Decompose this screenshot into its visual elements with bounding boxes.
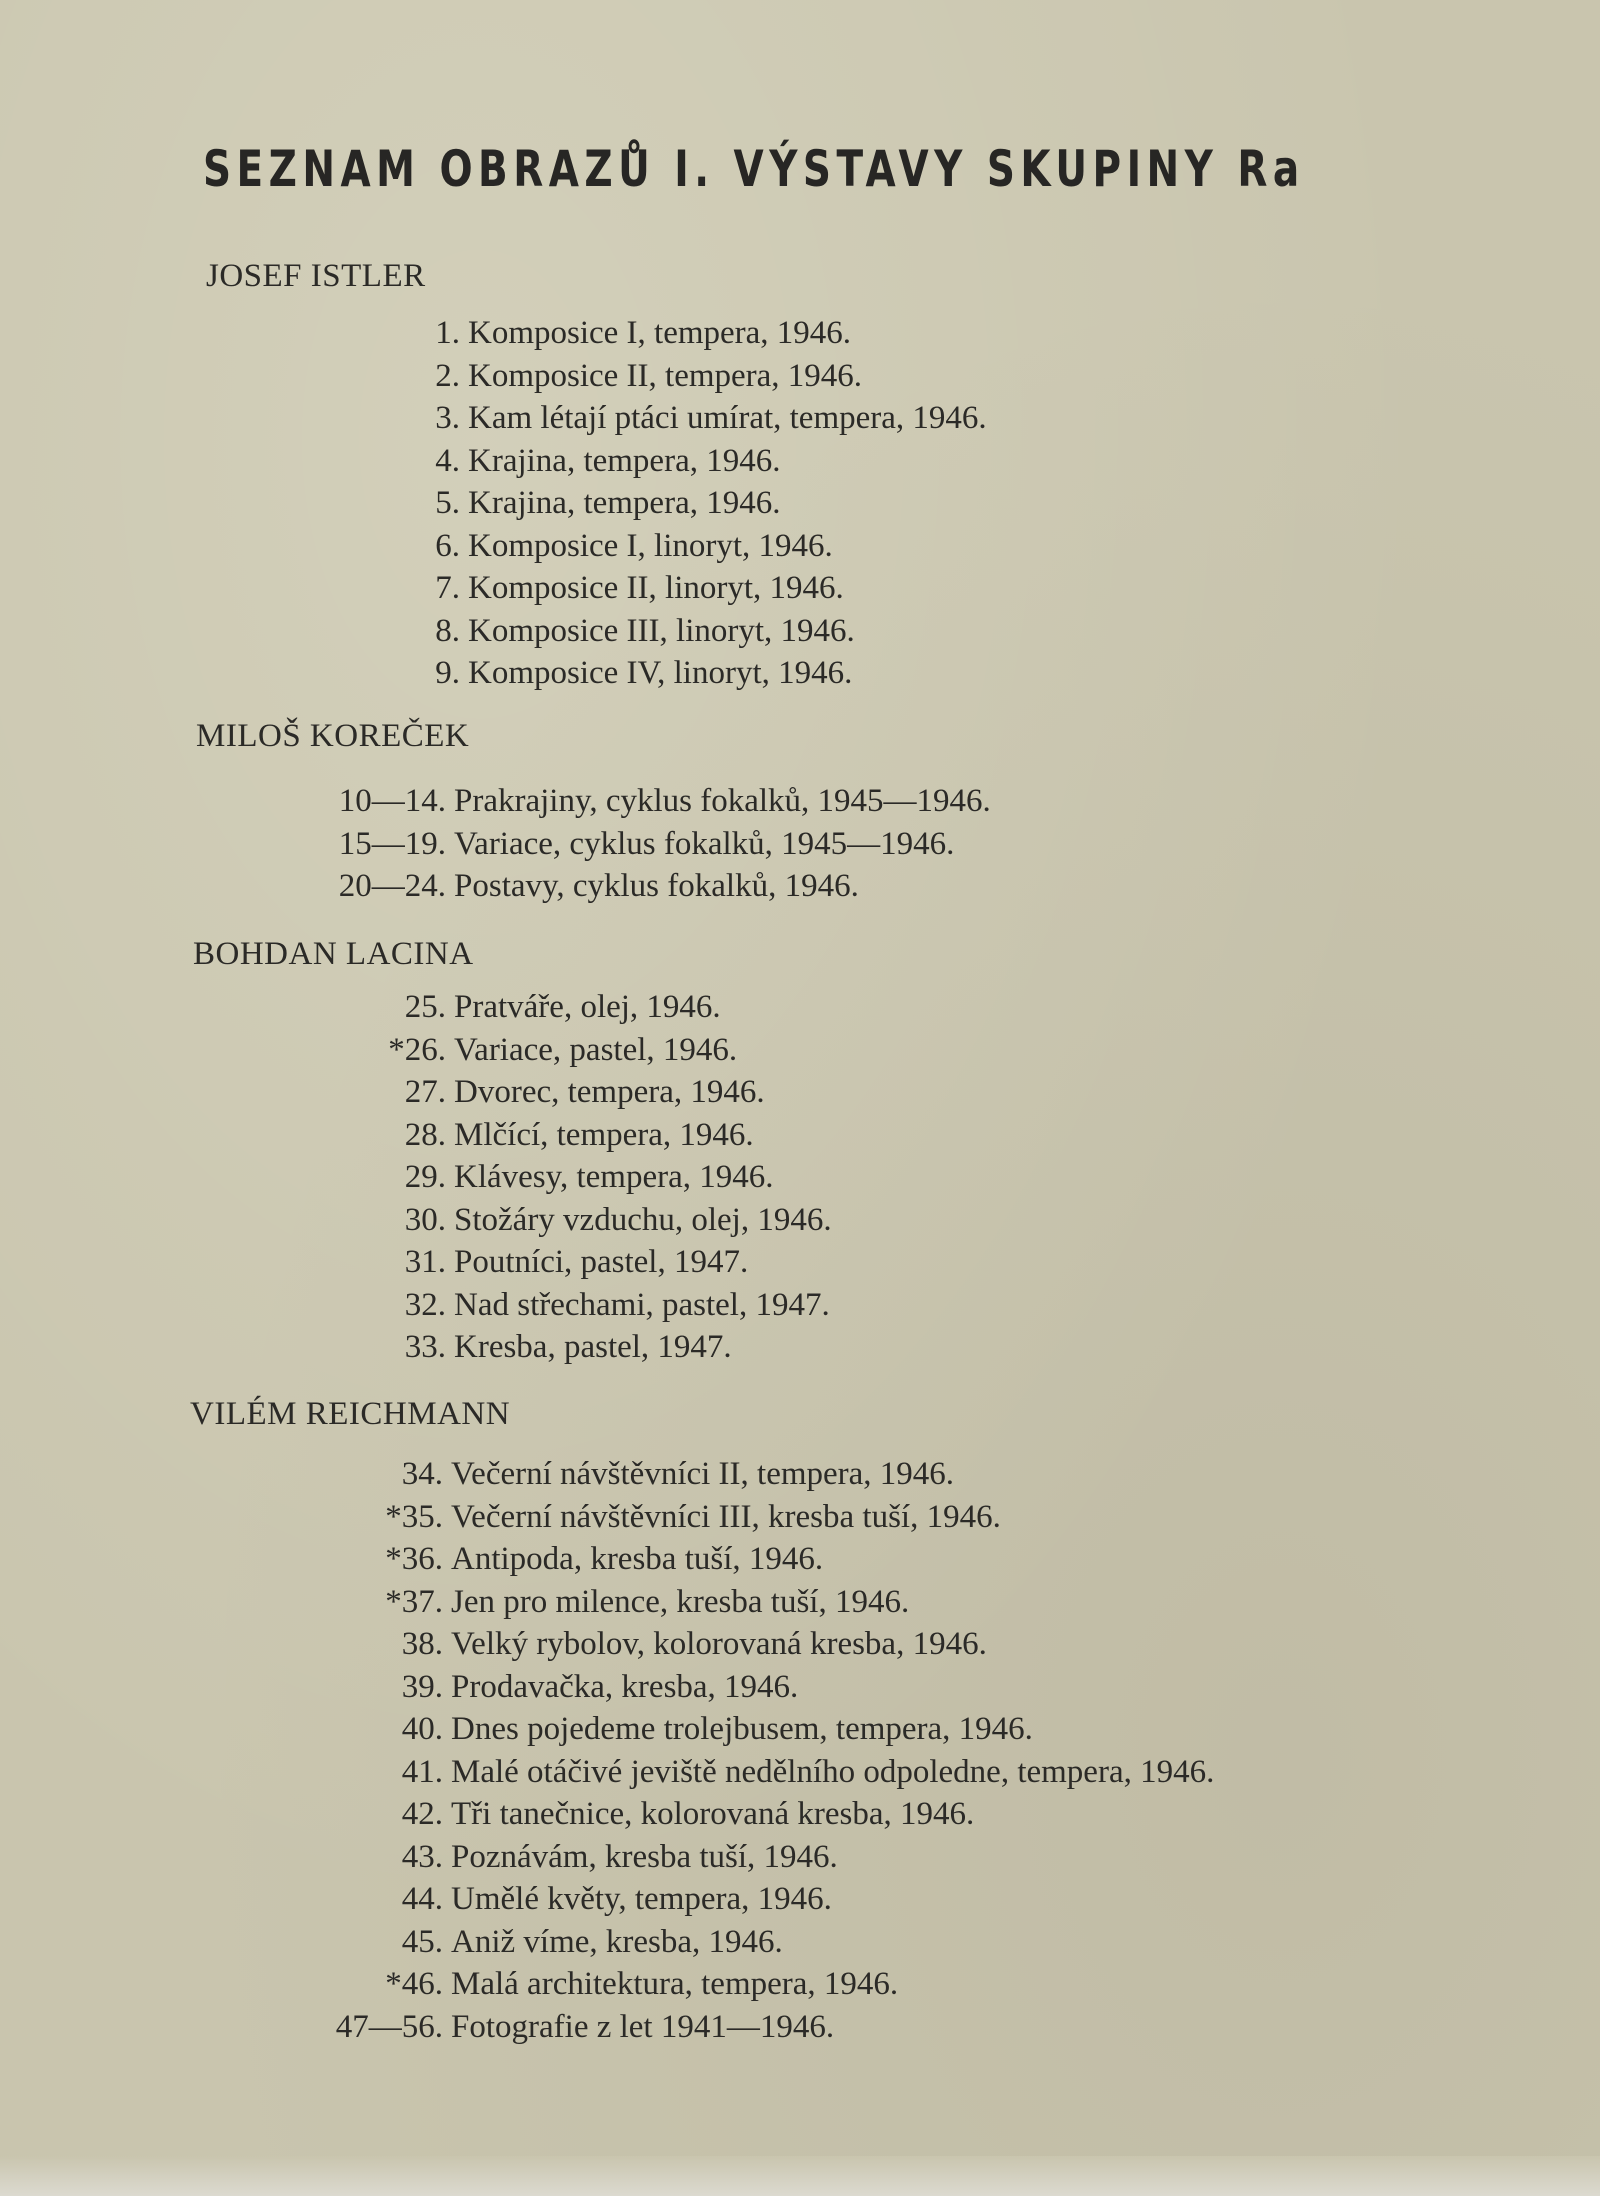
item-number: 31.: [404, 1244, 446, 1280]
item-text: Komposice IV, linoryt, 1946.: [468, 655, 853, 691]
list-item: [250, 865, 991, 908]
list-item: [300, 525, 987, 568]
item-text: Klávesy, tempera, 1946.: [454, 1159, 774, 1195]
paper-edge: [0, 2156, 1600, 2196]
artwork-list: [250, 986, 832, 1369]
item-text: Postavy, cyklus fokalků, 1946.: [454, 868, 859, 904]
item-number: 8.: [435, 612, 460, 649]
artwork-list: [300, 312, 987, 695]
item-number: 45.: [401, 1923, 443, 1960]
item-text: Mlčící, tempera, 1946.: [454, 1116, 754, 1153]
list-item: [250, 823, 991, 866]
item-text: Jen pro milence, kresba tuší, 1946.: [451, 1583, 910, 1620]
list-item: [300, 482, 987, 525]
list-item: [300, 312, 987, 355]
item-text: Poznávám, kresba tuší, 1946.: [451, 1838, 838, 1875]
item-text: Komposice I, tempera, 1946.: [468, 315, 852, 351]
item-number: *26.: [388, 1031, 446, 1068]
list-item: [300, 610, 987, 653]
list-item: [250, 1836, 1214, 1879]
item-number: 41.: [401, 1753, 443, 1790]
item-text: Stožáry vzduchu, olej, 1946.: [454, 1201, 832, 1238]
list-item: [250, 1029, 832, 1072]
item-text: Komposice II, linoryt, 1946.: [468, 570, 844, 606]
artist-heading: JOSEF ISTLER: [206, 258, 426, 294]
list-item: [300, 440, 987, 483]
item-text: Krajina, tempera, 1946.: [468, 485, 781, 521]
list-item: [250, 1241, 832, 1284]
list-item: [250, 1666, 1214, 1709]
item-number: 9.: [435, 655, 460, 691]
item-text: Večerní návštěvníci III, kresba tuší, 1946.: [451, 1498, 1001, 1535]
item-number: 38.: [401, 1626, 443, 1662]
list-item: [250, 1496, 1214, 1539]
list-item: [250, 1453, 1214, 1496]
list-item: [250, 1708, 1214, 1751]
item-number: 7.: [435, 570, 460, 606]
list-item: [300, 652, 987, 695]
item-text: Dvorec, tempera, 1946.: [454, 1074, 765, 1110]
item-text: Dnes pojedeme trolejbusem, tempera, 1946.: [451, 1711, 1033, 1747]
list-item: [300, 355, 987, 398]
list-item: [250, 1793, 1214, 1836]
item-text: Komposice I, linoryt, 1946.: [468, 527, 833, 564]
item-number: 43.: [401, 1838, 443, 1875]
item-text: Prakrajiny, cyklus fokalků, 1945—1946.: [454, 783, 991, 819]
item-text: Malé otáčivé jeviště nedělního odpoledne, tempera, 1946.: [451, 1753, 1215, 1790]
list-item: [250, 986, 832, 1029]
item-number: 42.: [401, 1796, 443, 1832]
item-number: 29.: [404, 1159, 446, 1195]
item-number: 6.: [435, 527, 460, 564]
item-number: *46.: [385, 1966, 443, 2002]
page-title: SEZNAM OBRAZŮ I. VÝSTAVY SKUPINY Ra: [203, 140, 1305, 198]
list-item: [250, 1623, 1214, 1666]
list-item: [300, 397, 987, 440]
artwork-list: [250, 1453, 1214, 2048]
item-number: 5.: [435, 485, 460, 521]
item-number: 32.: [404, 1286, 446, 1323]
artist-heading: BOHDAN LACINA: [193, 936, 474, 972]
item-number: 20—24.: [338, 868, 446, 904]
list-item: [250, 1751, 1214, 1794]
list-item: [250, 1921, 1214, 1964]
item-text: Kam létají ptáci umírat, tempera, 1946.: [468, 400, 987, 436]
item-text: Fotografie z let 1941—1946.: [451, 2008, 835, 2045]
item-text: Antipoda, kresba tuší, 1946.: [451, 1541, 824, 1577]
item-number: *36.: [385, 1541, 443, 1577]
list-item: [250, 2006, 1214, 2049]
list-item: [250, 1538, 1214, 1581]
item-number: 39.: [401, 1668, 443, 1705]
item-number: *37.: [385, 1583, 443, 1620]
item-number: 28.: [404, 1116, 446, 1153]
item-number: 47—56.: [335, 2008, 443, 2045]
artist-heading: VILÉM REICHMANN: [190, 1396, 511, 1432]
item-number: *35.: [385, 1498, 443, 1535]
item-number: 44.: [401, 1881, 443, 1917]
list-item: [250, 1156, 832, 1199]
item-text: Kresba, pastel, 1947.: [454, 1329, 732, 1365]
item-number: 1.: [435, 315, 460, 351]
item-number: 3.: [435, 400, 460, 436]
list-item: [250, 1284, 832, 1327]
item-number: 40.: [401, 1711, 443, 1747]
list-item: [300, 567, 987, 610]
item-number: 30.: [404, 1201, 446, 1238]
item-text: Komposice III, linoryt, 1946.: [468, 612, 855, 649]
list-item: [250, 1114, 832, 1157]
list-item: [250, 1326, 832, 1369]
artwork-list: [250, 780, 991, 908]
item-number: 4.: [435, 442, 460, 479]
item-text: Komposice II, tempera, 1946.: [468, 357, 863, 394]
item-text: Pratváře, olej, 1946.: [454, 989, 721, 1025]
item-text: Prodavačka, kresba, 1946.: [451, 1668, 799, 1705]
item-text: Krajina, tempera, 1946.: [468, 442, 781, 479]
item-number: 34.: [401, 1456, 443, 1492]
item-text: Aniž víme, kresba, 1946.: [451, 1923, 783, 1960]
list-item: [250, 1963, 1214, 2006]
list-item: [250, 1199, 832, 1242]
list-item: [250, 1581, 1214, 1624]
item-text: Poutníci, pastel, 1947.: [454, 1244, 749, 1280]
item-text: Večerní návštěvníci II, tempera, 1946.: [451, 1456, 955, 1492]
list-item: [250, 780, 991, 823]
item-number: 27.: [404, 1074, 446, 1110]
item-number: 2.: [435, 357, 460, 394]
item-text: Variace, pastel, 1946.: [454, 1031, 738, 1068]
artist-heading: MILOŠ KOREČEK: [196, 718, 470, 754]
item-number: 15—19.: [338, 825, 446, 862]
item-text: Umělé květy, tempera, 1946.: [451, 1881, 832, 1917]
list-item: [250, 1878, 1214, 1921]
item-text: Variace, cyklus fokalků, 1945—1946.: [454, 825, 955, 862]
list-item: [250, 1071, 832, 1114]
item-number: 33.: [404, 1329, 446, 1365]
item-text: Malá architektura, tempera, 1946.: [451, 1966, 899, 2002]
item-text: Nad střechami, pastel, 1947.: [454, 1286, 830, 1323]
item-text: Velký rybolov, kolorovaná kresba, 1946.: [451, 1626, 987, 1662]
item-number: 10—14.: [338, 783, 446, 819]
item-text: Tři tanečnice, kolorovaná kresba, 1946.: [451, 1796, 975, 1832]
item-number: 25.: [404, 989, 446, 1025]
